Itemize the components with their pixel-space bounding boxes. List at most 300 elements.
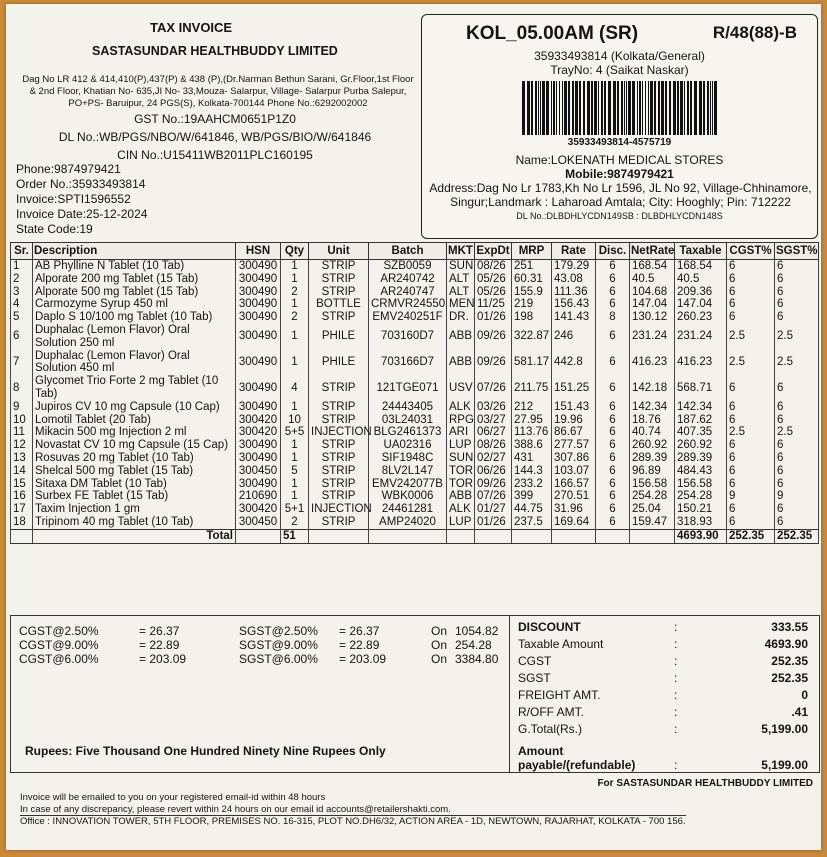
- table-cell: BOTTLE: [309, 298, 369, 311]
- table-cell: 10: [11, 414, 33, 427]
- tax-cgst-eq: = 22.89: [139, 638, 180, 652]
- column-header: HSN: [236, 243, 281, 260]
- for-company: For SASTASUNDAR HEALTHBUDDY LIMITED: [597, 778, 813, 789]
- table-cell: 568.71: [675, 375, 727, 401]
- dl-number: DL No.:WB/PGS/NBO/W/641846, WB/PGS/BIO/W/641846: [58, 130, 372, 144]
- table-cell: 6: [596, 260, 630, 273]
- table-cell: Novastat CV 10 mg Capsule (15 Cap): [33, 439, 236, 452]
- table-cell: 5: [11, 311, 33, 324]
- table-cell: 703160D7: [369, 324, 447, 350]
- totals-colon: :: [674, 722, 678, 736]
- table-cell: 6: [596, 273, 630, 286]
- table-cell: 6: [596, 298, 630, 311]
- table-cell: 300420: [236, 414, 281, 427]
- table-cell: Taxim Injection 1 gm: [33, 503, 236, 516]
- table-cell: 6: [775, 465, 819, 478]
- table-cell: 40.5: [630, 273, 675, 286]
- table-cell: 1: [281, 298, 309, 311]
- table-cell: 8LV2L147: [369, 465, 447, 478]
- table-cell: 407.35: [675, 426, 727, 439]
- table-cell: 6: [727, 516, 775, 529]
- table-cell: 231.24: [675, 324, 727, 350]
- table-row: [11, 375, 819, 401]
- table-cell: Surbex FE Tablet (15 Tab): [33, 490, 236, 503]
- tax-base: 254.28: [455, 638, 492, 652]
- totals-row: [514, 654, 812, 670]
- table-cell: 08/26: [475, 260, 512, 273]
- table-cell: 6: [596, 375, 630, 401]
- totals-colon: :: [674, 705, 678, 719]
- document-title: TAX INVOICE: [150, 20, 233, 35]
- table-cell: 5: [281, 465, 309, 478]
- table-cell: 104.68: [630, 286, 675, 299]
- table-cell: 6: [596, 350, 630, 376]
- table-cell: 03L24031: [369, 414, 447, 427]
- table-cell: 6: [727, 478, 775, 491]
- table-cell: 09/26: [475, 350, 512, 376]
- table-cell: Daplo S 10/100 mg Tablet (10 Tab): [33, 311, 236, 324]
- table-cell: SUN: [447, 260, 475, 273]
- tax-base: 1054.82: [455, 624, 499, 638]
- total-cell: [475, 529, 512, 543]
- table-cell: 6: [727, 375, 775, 401]
- table-cell: 86.67: [552, 426, 596, 439]
- table-cell: 9: [727, 490, 775, 503]
- table-cell: CRMVR24550: [369, 298, 447, 311]
- table-cell: 156.58: [675, 478, 727, 491]
- totals-colon: :: [674, 654, 678, 668]
- table-cell: 300490: [236, 260, 281, 273]
- invoice-sheet: [6, 4, 821, 850]
- table-cell: 209.36: [675, 286, 727, 299]
- tax-cgst-eq: = 203.09: [139, 652, 187, 666]
- footer-office: Office : INNOVATION TOWER, 5TH FLOOR, PREMISES NO. 16-315, PLOT NO.DH6/32, ACTION AREA - 1D, NEWTOWN, RAJARHAT, KOLKATA - 700 156.: [20, 816, 686, 827]
- gst-number: GST No.:19AAHCM0651P1Z0: [134, 112, 296, 126]
- barcode-bar: [601, 81, 603, 135]
- table-cell: 246: [552, 324, 596, 350]
- tax-sgst-eq: = 22.89: [339, 638, 380, 652]
- table-cell: SIF1948C: [369, 452, 447, 465]
- table-cell: Duphalac (Lemon Flavor) Oral Solution 450 ml: [33, 350, 236, 376]
- table-cell: 260.23: [675, 311, 727, 324]
- barcode-bar: [551, 81, 552, 135]
- table-cell: ALK: [447, 503, 475, 516]
- table-cell: 5+1: [281, 503, 309, 516]
- table-cell: 09/26: [475, 324, 512, 350]
- table-cell: 6: [727, 260, 775, 273]
- table-cell: 2: [281, 516, 309, 529]
- total-cell: 252.35: [775, 529, 819, 543]
- total-cell: 252.35: [727, 529, 775, 543]
- table-cell: 142.18: [630, 375, 675, 401]
- table-cell: Glycomet Trio Forte 2 mg Tablet (10 Tab): [33, 375, 236, 401]
- table-cell: 6: [727, 273, 775, 286]
- table-row: [11, 439, 819, 452]
- barcode-bar: [575, 81, 578, 135]
- table-cell: 6: [596, 516, 630, 529]
- table-cell: 6: [727, 311, 775, 324]
- totals-row: [514, 688, 812, 704]
- table-cell: STRIP: [309, 439, 369, 452]
- table-cell: 6: [596, 324, 630, 350]
- table-cell: 156.43: [552, 298, 596, 311]
- totals-row: [514, 722, 812, 738]
- table-cell: 151.43: [552, 401, 596, 414]
- column-header: ExpDt: [475, 243, 512, 260]
- table-cell: 27.95: [512, 414, 552, 427]
- table-cell: 40.5: [675, 273, 727, 286]
- totals-label: FREIGHT AMT.: [518, 688, 601, 702]
- table-cell: WBK0006: [369, 490, 447, 503]
- barcode-bar: [568, 81, 570, 135]
- table-cell: 6: [775, 439, 819, 452]
- payable-value: 5,199.00: [761, 758, 808, 772]
- table-cell: USV: [447, 375, 475, 401]
- customer-mobile: Mobile:9874979421: [565, 167, 674, 181]
- table-cell: SZB0059: [369, 260, 447, 273]
- totals-colon: :: [674, 671, 678, 685]
- table-cell: 7: [11, 350, 33, 376]
- table-cell: 322.87: [512, 324, 552, 350]
- table-row: [11, 426, 819, 439]
- tray-number: TrayNo: 4 (Saikat Naskar): [550, 63, 689, 77]
- table-cell: 113.76: [512, 426, 552, 439]
- table-cell: 8: [11, 375, 33, 401]
- table-cell: 18.76: [630, 414, 675, 427]
- table-cell: 6: [775, 311, 819, 324]
- table-row: [11, 452, 819, 465]
- table-cell: 198: [512, 311, 552, 324]
- barcode-bar: [684, 81, 685, 135]
- table-cell: 300450: [236, 465, 281, 478]
- barcode-bar: [714, 81, 717, 135]
- barcode-bar: [645, 81, 646, 135]
- barcode-bar: [694, 81, 697, 135]
- table-row: [11, 311, 819, 324]
- totals-label: DISCOUNT: [518, 620, 581, 634]
- table-cell: 142.34: [630, 401, 675, 414]
- total-cell: 51: [281, 529, 309, 543]
- table-cell: INJECTION: [309, 503, 369, 516]
- table-cell: 289.39: [675, 452, 727, 465]
- table-cell: 05/26: [475, 286, 512, 299]
- column-header: Batch: [369, 243, 447, 260]
- items-table: [10, 242, 819, 544]
- barcode-bar: [661, 81, 664, 135]
- amount-in-words: Rupees: Five Thousand One Hundred Ninety Nine Rupees Only: [25, 744, 386, 758]
- table-cell: 231.24: [630, 324, 675, 350]
- barcode-bar: [639, 81, 641, 135]
- table-row: [11, 516, 819, 529]
- table-row: [11, 286, 819, 299]
- table-cell: 9: [11, 401, 33, 414]
- table-cell: 17: [11, 503, 33, 516]
- barcode-bar: [591, 81, 593, 135]
- table-cell: AR240747: [369, 286, 447, 299]
- table-cell: 01/26: [475, 311, 512, 324]
- table-cell: 1: [281, 490, 309, 503]
- table-cell: 6: [775, 503, 819, 516]
- table-cell: 431: [512, 452, 552, 465]
- table-cell: 6: [775, 375, 819, 401]
- table-cell: RPG: [447, 414, 475, 427]
- table-cell: 168.54: [630, 260, 675, 273]
- column-header: Unit: [309, 243, 369, 260]
- table-cell: 166.57: [552, 478, 596, 491]
- table-cell: BLG2461373: [369, 426, 447, 439]
- barcode-text: 35933493814-4575719: [567, 137, 672, 148]
- table-cell: STRIP: [309, 490, 369, 503]
- table-cell: AR240742: [369, 273, 447, 286]
- table-cell: 300420: [236, 503, 281, 516]
- table-cell: 9: [775, 490, 819, 503]
- totals-label: G.Total(Rs.): [518, 722, 583, 736]
- table-cell: 60.31: [512, 273, 552, 286]
- totals-colon: :: [674, 688, 678, 702]
- total-cell: [630, 529, 675, 543]
- table-row: [11, 490, 819, 503]
- table-cell: 43.08: [552, 273, 596, 286]
- table-cell: STRIP: [309, 414, 369, 427]
- table-cell: 416.23: [630, 350, 675, 376]
- table-cell: STRIP: [309, 375, 369, 401]
- table-cell: 1: [281, 260, 309, 273]
- table-cell: 260.92: [675, 439, 727, 452]
- rack-code: R/48(88)-B: [712, 23, 797, 42]
- table-row: [11, 465, 819, 478]
- totals-value: 333.55: [771, 620, 808, 634]
- barcode-bar: [579, 81, 581, 135]
- table-cell: 07/26: [475, 490, 512, 503]
- table-cell: 13: [11, 452, 33, 465]
- table-cell: 07/26: [475, 375, 512, 401]
- table-cell: PHILE: [309, 350, 369, 376]
- table-cell: 179.29: [552, 260, 596, 273]
- table-cell: 300420: [236, 426, 281, 439]
- table-cell: EMV240251F: [369, 311, 447, 324]
- table-cell: 289.39: [630, 452, 675, 465]
- column-header: Taxable: [675, 243, 727, 260]
- table-cell: 24461281: [369, 503, 447, 516]
- column-header: Description: [33, 243, 236, 260]
- table-header: [11, 243, 819, 260]
- table-cell: 484.43: [675, 465, 727, 478]
- barcode-bar: [669, 81, 671, 135]
- barcode-bar: [527, 81, 530, 135]
- table-cell: 2.5: [727, 324, 775, 350]
- table-cell: 24443405: [369, 401, 447, 414]
- table-cell: 156.58: [630, 478, 675, 491]
- table-cell: TOR: [447, 465, 475, 478]
- table-row: [11, 414, 819, 427]
- table-cell: 6: [727, 286, 775, 299]
- table-cell: 2.5: [727, 350, 775, 376]
- summary-section: [10, 615, 820, 773]
- barcode-bar: [673, 81, 676, 135]
- barcode-bar: [617, 81, 619, 135]
- tax-sgst-eq: = 26.37: [339, 624, 380, 638]
- barcode-bar: [556, 81, 557, 135]
- totals-value: 252.35: [771, 671, 808, 685]
- table-cell: 06/27: [475, 426, 512, 439]
- invoice-date: Invoice Date:25-12-2024: [16, 207, 148, 221]
- table-cell: 300490: [236, 311, 281, 324]
- totals-box: [509, 616, 820, 772]
- table-cell: MEN: [447, 298, 475, 311]
- table-cell: 121TGE071: [369, 375, 447, 401]
- tax-base: 3384.80: [455, 652, 499, 666]
- table-cell: 01/26: [475, 516, 512, 529]
- table-row: [11, 260, 819, 273]
- table-cell: 1: [281, 273, 309, 286]
- seller-header: [10, 8, 418, 238]
- table-cell: 6: [775, 298, 819, 311]
- totals-colon: :: [674, 620, 678, 634]
- table-cell: 168.54: [675, 260, 727, 273]
- table-cell: 16: [11, 490, 33, 503]
- totals-row: [514, 637, 812, 653]
- company-address: Dag No LR 412 & 414,410(P),437(P) & 438 (P),(Dr.Narman Bethun Sarani, Gr.Floor,1st Floor & 2nd Floor, Khatian No- 635,JI No- 33,Mouza- Salarpur, Village- Salarpur Purba Salepur, PO+PS- Baruipur, 24 PGS(S), Kolkata-700144 Phone No.:6292002002: [22, 74, 414, 109]
- table-cell: 251: [512, 260, 552, 273]
- barcode-bar: [538, 81, 539, 135]
- table-cell: 300490: [236, 350, 281, 376]
- table-cell: 187.62: [675, 414, 727, 427]
- table-cell: 12: [11, 439, 33, 452]
- total-cell: [11, 529, 33, 543]
- invoice-number: Invoice:SPTI1596552: [16, 192, 131, 206]
- table-cell: 307.86: [552, 452, 596, 465]
- tax-breakup: [19, 624, 515, 666]
- table-cell: ABB: [447, 490, 475, 503]
- cin-number: CIN No.:U15411WB2011PLC160195: [117, 148, 313, 162]
- footer-line-1: Invoice will be emailed to you on your registered email-id within 48 hours: [20, 792, 326, 803]
- table-cell: 6: [727, 401, 775, 414]
- table-cell: Duphalac (Lemon Flavor) Oral Solution 250 ml: [33, 324, 236, 350]
- order-city: 35933493814 (Kolkata/General): [534, 49, 705, 63]
- table-cell: 10: [281, 414, 309, 427]
- barcode-bar: [665, 81, 667, 135]
- barcode-bar: [687, 81, 689, 135]
- totals-row: [514, 671, 812, 687]
- table-cell: 40.74: [630, 426, 675, 439]
- table-cell: Lomotil Tablet (20 Tab): [33, 414, 236, 427]
- barcode-bar: [522, 81, 525, 135]
- table-cell: 6: [596, 286, 630, 299]
- barcode-bar: [542, 81, 545, 135]
- barcode-bar: [690, 81, 692, 135]
- table-cell: 211.75: [512, 375, 552, 401]
- totals-colon: :: [674, 637, 678, 651]
- table-cell: 08/26: [475, 439, 512, 452]
- table-cell: 6: [727, 452, 775, 465]
- table-cell: 6: [596, 401, 630, 414]
- table-cell: STRIP: [309, 452, 369, 465]
- table-cell: 96.89: [630, 465, 675, 478]
- barcode-bar: [535, 81, 537, 135]
- table-cell: 09/26: [475, 478, 512, 491]
- tax-line: [19, 624, 515, 638]
- table-cell: 237.5: [512, 516, 552, 529]
- table-cell: 2: [11, 273, 33, 286]
- table-cell: 6: [727, 465, 775, 478]
- table-cell: 2.5: [775, 350, 819, 376]
- table-cell: AB Phylline N Tablet (10 Tab): [33, 260, 236, 273]
- barcode-bar: [553, 81, 555, 135]
- table-cell: 6: [596, 465, 630, 478]
- barcode-bar: [594, 81, 597, 135]
- table-cell: 212: [512, 401, 552, 414]
- table-cell: ARI: [447, 426, 475, 439]
- table-cell: 581.17: [512, 350, 552, 376]
- customer-name: Name:LOKENATH MEDICAL STORES: [515, 153, 724, 167]
- table-cell: DR.: [447, 311, 475, 324]
- column-header: Disc.: [596, 243, 630, 260]
- table-cell: 300450: [236, 516, 281, 529]
- tax-sgst: SGST@2.50%: [239, 624, 318, 638]
- table-cell: 300490: [236, 298, 281, 311]
- table-cell: 2: [281, 311, 309, 324]
- payable-row-2: [514, 758, 812, 774]
- table-cell: 219: [512, 298, 552, 311]
- column-header: CGST%: [727, 243, 775, 260]
- barcode-bar: [562, 81, 563, 135]
- table-cell: 6: [596, 426, 630, 439]
- barcode-bar: [540, 81, 541, 135]
- table-cell: 1: [281, 439, 309, 452]
- total-cell: [369, 529, 447, 543]
- totals-value: 0: [801, 688, 808, 702]
- order-number: Order No.:35933493814: [16, 177, 146, 191]
- table-cell: 6: [775, 452, 819, 465]
- table-cell: Jupiros CV 10 mg Capsule (10 Cap): [33, 401, 236, 414]
- table-cell: 210690: [236, 490, 281, 503]
- table-cell: 6: [727, 414, 775, 427]
- barcode-image: [520, 81, 720, 135]
- table-cell: 06/26: [475, 465, 512, 478]
- table-cell: 254.28: [675, 490, 727, 503]
- table-cell: 5+5: [281, 426, 309, 439]
- table-cell: 6: [596, 478, 630, 491]
- table-cell: 4: [11, 298, 33, 311]
- tax-sgst: SGST@9.00%: [239, 638, 318, 652]
- table-cell: 277.57: [552, 439, 596, 452]
- table-cell: 6: [11, 324, 33, 350]
- customer-dl: DL No.:DLBDHLYCDN149SB : DLBDHLYCDN148S: [516, 211, 723, 221]
- payable-colon: :: [674, 758, 678, 772]
- table-cell: 31.96: [552, 503, 596, 516]
- table-cell: Carmozyme Syrup 450 ml: [33, 298, 236, 311]
- table-cell: 1: [281, 324, 309, 350]
- table-cell: 6: [775, 401, 819, 414]
- totals-value: 252.35: [771, 654, 808, 668]
- tax-line: [19, 638, 515, 652]
- table-cell: 150.21: [675, 503, 727, 516]
- table-cell: 1: [11, 260, 33, 273]
- total-cell: 4693.90: [675, 529, 727, 543]
- table-cell: 144.3: [512, 465, 552, 478]
- tax-sgst: SGST@6.00%: [239, 652, 318, 666]
- table-cell: Alporate 200 mg Tablet (15 Tab): [33, 273, 236, 286]
- table-cell: 147.04: [630, 298, 675, 311]
- totals-label: R/OFF AMT.: [518, 705, 584, 719]
- total-cell: [552, 529, 596, 543]
- table-cell: 159.47: [630, 516, 675, 529]
- barcode-bar: [632, 81, 635, 135]
- table-cell: 2.5: [775, 324, 819, 350]
- column-header: Sr.: [11, 243, 33, 260]
- barcode-bar: [572, 81, 574, 135]
- table-cell: 02/27: [475, 452, 512, 465]
